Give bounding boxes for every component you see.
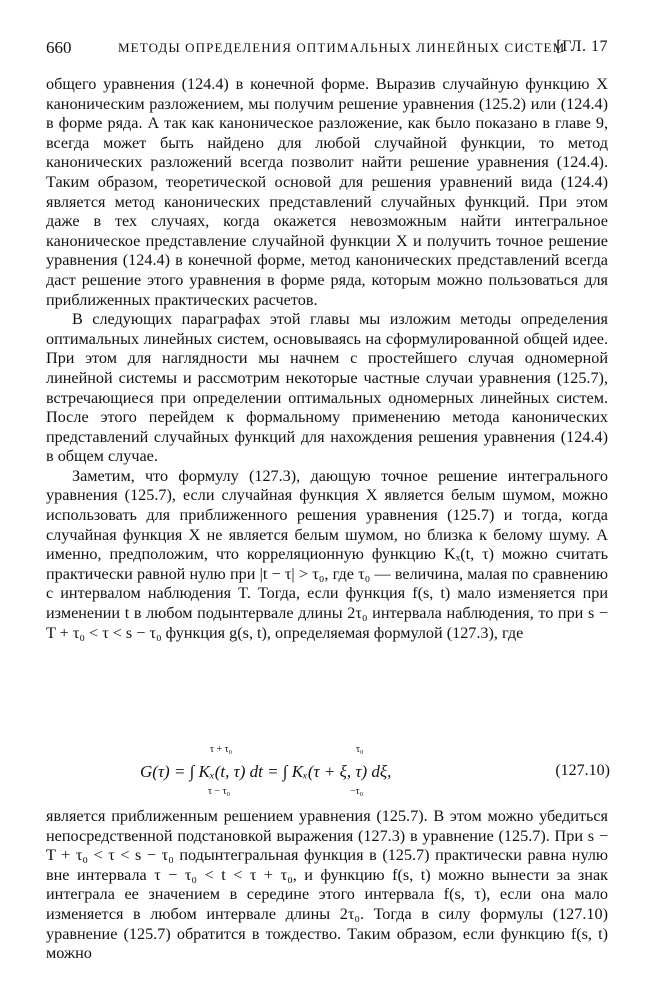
paragraph-1: общего уравнения (124.4) в конечной форме. Выразив случайную функцию X каноническим разложением, мы получим решение уравнения (125.2) или (124.4) в форме ряда. А так как каноническое разложение, как было показано в главе 9, всегда может быть найдено для любой случайной функции, то метод канонических разложений всегда позволит найти решение уравнения (124.4). Таким образом, теоретической основой для решения уравнений вида (124.4) является метод канонических представлений случайных функций. При этом даже в тех случаях, когда окажется невозможным найти интегральное каноническое представление случайной функции X и получить точное решение уравнения (124.4) в конечной форме, метод канонических представлений всегда даст решение этого уравнения в форме ряда, которым можно пользоваться для приближенных практических расчетов. [46,75,608,309]
chapter-reference: [ГЛ. 17 [556,38,608,55]
paragraph-3: Заметим, что формулу (127.3), дающую точное решение интегрального уравнения (125.7), если случайная функция X является белым шумом, можно использовать для приближенного решения уравнения (125.7) и тогда, когда случайная функция X не является белым шумом, но близка к белому шуму. А именно, предположим, что корреляционную функцию Kₓ(t, τ) можно считать практически равной нулю при |t − τ| > τ₀, где τ₀ — величина, малая по сравнению с интервалом наблюдения T. Тогда, если функция f(s, t) мало изменяется при изменении t в любом подынтервале длины 2τ₀ интервала наблюдения, то при s − T + τ₀ < τ < s − τ₀ функция g(s, t), определяемая формулой (127.3), где [46,466,608,642]
equation-expression: G(τ) = ∫ Kₓ(t, τ) dt = ∫ Kₓ(τ + ξ, τ) dξ, [140,762,392,781]
integral-1-lower-limit: τ − τ₀ [208,786,231,797]
main-text-continued [46,807,608,964]
integral-2-lower-limit: −τ₀ [350,786,364,797]
equation-number: (127.10) [555,762,610,779]
equation-127-10 [140,744,610,797]
integral-2-upper-limit: τ₀ [356,744,364,755]
page-header [46,38,608,60]
paragraph-2: В следующих параграфах этой главы мы изложим методы определения оптимальных линейных систем, основываясь на сформулированной общей идее. При этом для наглядности мы начнем с простейшего случая одномерной линейной системы и рассмотрим некоторые частные случаи уравнения (125.7), встречающиеся при определении оптимальных одномерных линейных систем. После этого перейдем к формальному применению метода канонических представлений случайных функций для нахождения решения уравнения (124.4) в общем случае. [46,310,608,466]
main-text [46,75,608,643]
integral-1-upper-limit: τ + τ₀ [210,744,233,755]
running-title: МЕТОДЫ ОПРЕДЕЛЕНИЯ ОПТИМАЛЬНЫХ ЛИНЕЙНЫХ СИСТЕМ [118,40,566,55]
paragraph-4: является приближенным решением уравнения (125.7). В этом можно убедиться непосредственной подстановкой выражения (127.3) в уравнение (125.7). При s − T + τ₀ < τ < s − τ₀ подынтегральная функция в (125.7) практически равна нулю вне интервала τ − τ₀ < t < τ + τ₀, и функцию f(s, t) можно вынести за знак интеграла ее значением в середине этого интервала f(s, τ), если она мало изменяется в любом интервале длины 2τ₀. Тогда в силу формулы (127.10) уравнение (125.7) обратится в тождество. Таким образом, если функцию f(s, t) можно [46,807,608,963]
page-number: 660 [46,38,72,57]
